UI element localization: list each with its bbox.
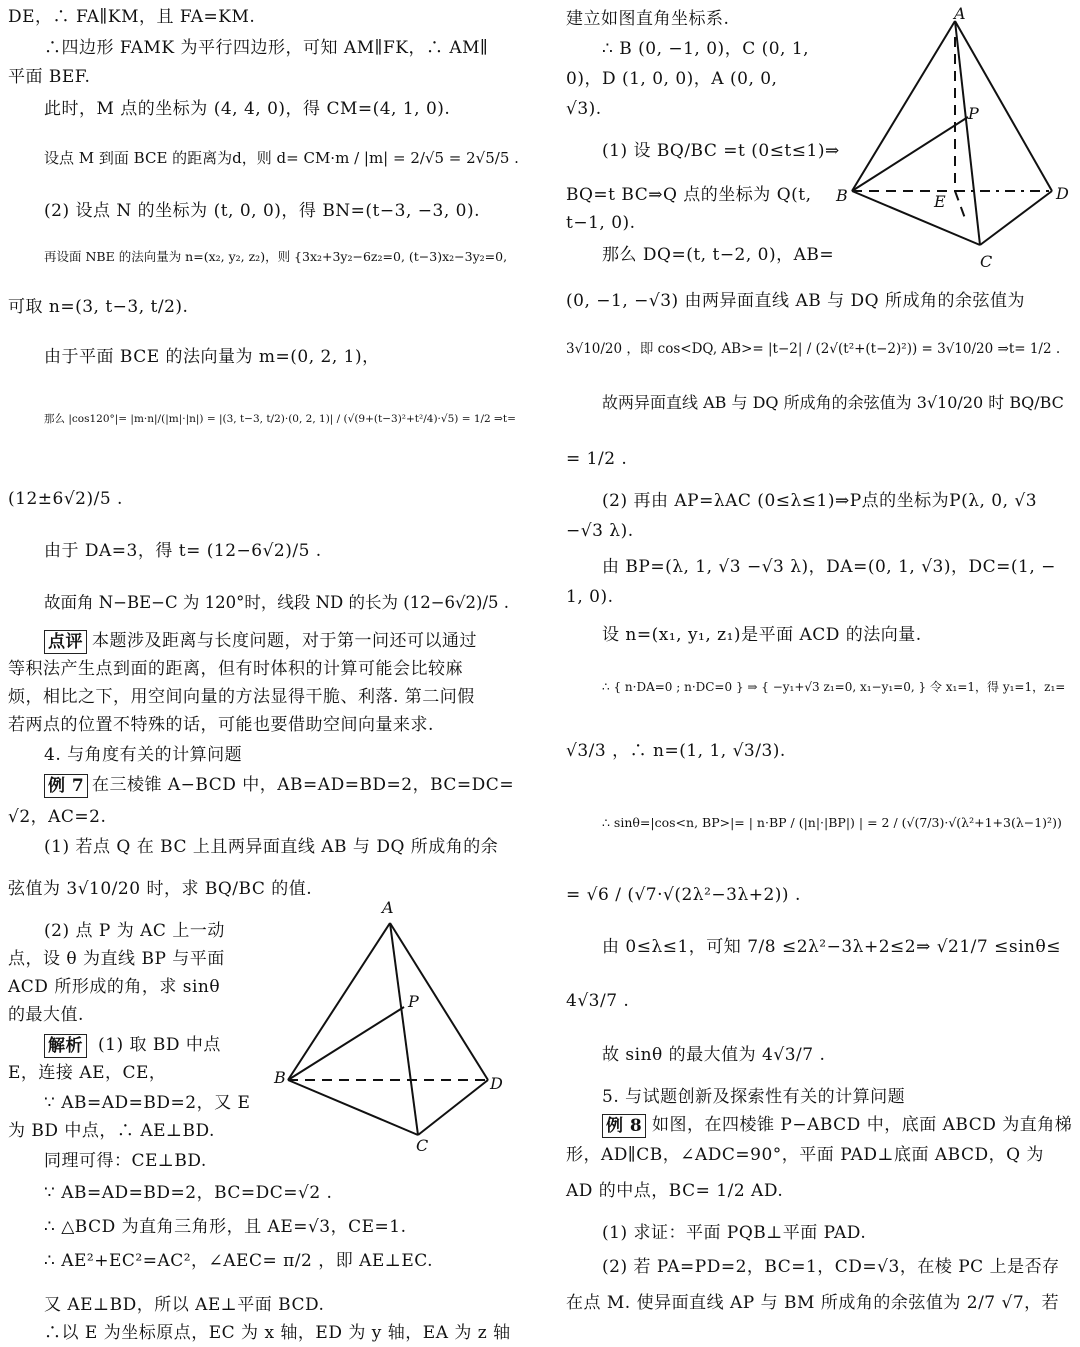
text-line: 在三棱锥 A−BCD 中，AB=AD=BD=2，BC=DC= (92, 775, 515, 795)
text-line: BQ=t BC⇒Q 点的坐标为 Q(t, (566, 185, 812, 205)
text-line: ∵ AB=AD=BD=2，BC=DC=√2 . (44, 1183, 333, 1203)
text-line: (1) 求证：平面 PQB⊥平面 PAD. (602, 1223, 867, 1243)
section-tag: 点评 (44, 630, 87, 654)
label-a: A (382, 898, 394, 917)
text-line: 设 n=(x₁, y₁, z₁)是平面 ACD 的法向量. (602, 625, 922, 645)
label-d: D (490, 1074, 503, 1093)
text-line: (2) 点 P 为 AC 上一动 (44, 921, 225, 941)
text-line: 弦值为 3√10/20 时，求 BQ/BC 的值. (8, 879, 313, 899)
text-line: 为 BD 中点，∴ AE⊥BD. (8, 1121, 215, 1141)
text-line: 形，AD∥CB，∠ADC=90°，平面 PAD⊥底面 ABCD，Q 为 (566, 1145, 1044, 1165)
label-b: B (274, 1068, 286, 1087)
text-line: 故面角 N−BE−C 为 120°时，线段 ND 的长为 (12−6√2)/5 . (44, 593, 510, 612)
text-line: (2) 设点 N 的坐标为 (t, 0, 0)，得 BN=(t−3, −3, 0). (44, 201, 480, 221)
text-line: 的最大值. (8, 1005, 84, 1025)
text-line: ACD 所形成的角，求 sinθ (8, 977, 221, 997)
text-line: (1) 设 BQ/BC =t (0≤t≤1)⇒ (602, 141, 840, 161)
label-d: D (1056, 184, 1069, 203)
text-line: −√3 λ). (566, 521, 634, 541)
text-line: 本题涉及距离与长度问题，对于第一问还可以通过 (92, 631, 477, 651)
text-line: 3√10/20 ，即 cos<DQ, AB>= |t−2| / (2√(t²+(t−2)²)) = 3√10/20 ⇒t= 1/2 . (566, 341, 1061, 357)
text-line: 故 sinθ 的最大值为 4√3/7 . (602, 1045, 826, 1065)
text-line: √2，AC=2. (8, 807, 107, 827)
text-line: DE，∴ FA∥KM，且 FA=KM. (8, 7, 256, 27)
text-line: (1) 若点 Q 在 BC 上且两异面直线 AB 与 DQ 所成角的余 (44, 837, 499, 857)
text-line: 如图，在四棱锥 P−ABCD 中，底面 ABCD 为直角梯 (652, 1115, 1073, 1135)
text-line: 由于平面 BCE 的法向量为 m=(0, 2, 1)， (44, 347, 380, 367)
text-line: 那么 DQ=(t, t−2, 0)，AB= (602, 245, 835, 265)
text-line: 由于 DA=3，得 t= (12−6√2)/5 . (44, 541, 322, 561)
text-line: 此时，M 点的坐标为 (4, 4, 0)，得 CM=(4, 1, 0). (44, 99, 451, 119)
label-a: A (954, 4, 966, 23)
text-line: (12±6√2)/5 . (8, 489, 123, 509)
text-line: 烦，相比之下，用空间向量的方法显得干脆、利落. 第二问假 (8, 687, 475, 707)
text-line: 由 0≤λ≤1，可知 7/8 ≤2λ²−3λ+2≤2⇒ √21/7 ≤sinθ≤ (602, 937, 1061, 957)
text-line: 若两点的位置不特殊的话，可能也要借助空间向量来求. (8, 715, 434, 735)
text-line: 又 AE⊥BD，所以 AE⊥平面 BCD. (44, 1295, 325, 1315)
text-line: ∴ △BCD 为直角三角形，且 AE=√3，CE=1. (44, 1217, 407, 1237)
text-line: ∴以 E 为坐标原点，EC 为 x 轴，ED 为 y 轴，EA 为 z 轴 (44, 1323, 511, 1343)
text-line: 由 BP=(λ, 1, √3 −√3 λ)，DA=(0, 1, √3)，DC=(1, − (602, 557, 1056, 577)
text-line: 4√3/7 . (566, 991, 630, 1011)
text-line: ∵ AB=AD=BD=2，又 E (44, 1093, 251, 1113)
label-e: E (934, 192, 946, 211)
label-b: B (836, 186, 848, 205)
text-line: = 1/2 . (566, 449, 628, 469)
label-c: C (980, 252, 993, 271)
text-line: 再设面 NBE 的法向量为 n=(x₂, y₂, z₂)，则 {3x₂+3y₂−6z₂=0, (t−3)x₂−3y₂=0, (44, 249, 508, 264)
text-line: ∴ AE²+EC²=AC²，∠AEC= π/2 ，即 AE⊥EC. (44, 1251, 434, 1271)
label-p: P (968, 104, 979, 123)
tetrahedron-figure-right (830, 5, 1075, 270)
text-line: 点，设 θ 为直线 BP 与平面 (8, 949, 225, 969)
text-line: ∴四边形 FAMK 为平行四边形，可知 AM∥FK，∴ AM∥ (44, 38, 489, 58)
text-line: 那么 |cos120°|= |m·n|/(|m|·|n|) = |(3, t−3, t/2)·(0, 2, 1)| / (√(9+(t−3)²+t²/4)·√5) = 1/2 ⇒t= (44, 413, 516, 425)
text-line: 同理可得：CE⊥BD. (44, 1151, 207, 1171)
text-line: (2) 若 PA=PD=2，BC=1，CD=√3，在棱 PC 上是否存 (602, 1257, 1060, 1277)
text-line: 设点 M 到面 BCE 的距离为d，则 d= CM·m / |m| = 2/√5 = 2√5/5 . (44, 149, 519, 167)
text-line: = √6 / (√7·√(2λ²−3λ+2)) . (566, 885, 801, 905)
text-line: 等积法产生点到面的距离，但有时体积的计算可能会比较麻 (8, 659, 463, 679)
text-line: 0)，D (1, 0, 0)，A (0, 0, (566, 69, 778, 89)
text-line: 1, 0). (566, 587, 614, 607)
text-line: ∴ sinθ=|cos<n, BP>|= | n·BP / (|n|·|BP|) | = 2 / (√(7/3)·√(λ²+1+3(λ−1)²)) (602, 815, 1062, 830)
text-line: 故两异面直线 AB 与 DQ 所成角的余弦值为 3√10/20 时 BQ/BC (602, 393, 1064, 412)
text-line: ∴ B (0, −1, 0)，C (0, 1, (602, 39, 810, 59)
section-tag: 例 8 (602, 1114, 646, 1138)
text-line: 平面 BEF. (8, 67, 91, 87)
text-line: √3). (566, 99, 602, 119)
text-line: AD 的中点，BC= 1/2 AD. (566, 1181, 784, 1201)
section-tag: 例 7 (44, 774, 88, 798)
text-line: √3/3 ，∴ n=(1, 1, √3/3). (566, 741, 786, 761)
label-p: P (408, 992, 419, 1011)
text-line: 在点 M. 使异面直线 AP 与 BM 所成角的余弦值为 2/7 √7，若 (566, 1293, 1060, 1313)
text-line: 4. 与角度有关的计算问题 (44, 745, 243, 765)
text-line: 可取 n=(3, t−3, t/2). (8, 297, 189, 317)
text-line: (1) 取 BD 中点 (98, 1035, 221, 1055)
label-c: C (416, 1136, 429, 1155)
section-tag: 解析 (44, 1034, 87, 1058)
text-line: 建立如图直角坐标系. (566, 9, 730, 29)
text-line: 5. 与试题创新及探索性有关的计算问题 (602, 1087, 906, 1107)
text-line: E，连接 AE，CE， (8, 1063, 167, 1083)
text-line: t−1, 0). (566, 213, 636, 233)
text-line: (2) 再由 AP=λAC (0≤λ≤1)⇒P点的坐标为P(λ, 0, √3 (602, 491, 1038, 511)
tetrahedron-figure-left (270, 895, 520, 1155)
text-line: ∴ { n·DA=0 ; n·DC=0 } ⇒ { −y₁+√3 z₁=0, x₁−y₁=0, } 令 x₁=1，得 y₁=1，z₁= (602, 680, 1066, 694)
text-line: (0, −1, −√3) 由两异面直线 AB 与 DQ 所成角的余弦值为 (566, 291, 1026, 311)
